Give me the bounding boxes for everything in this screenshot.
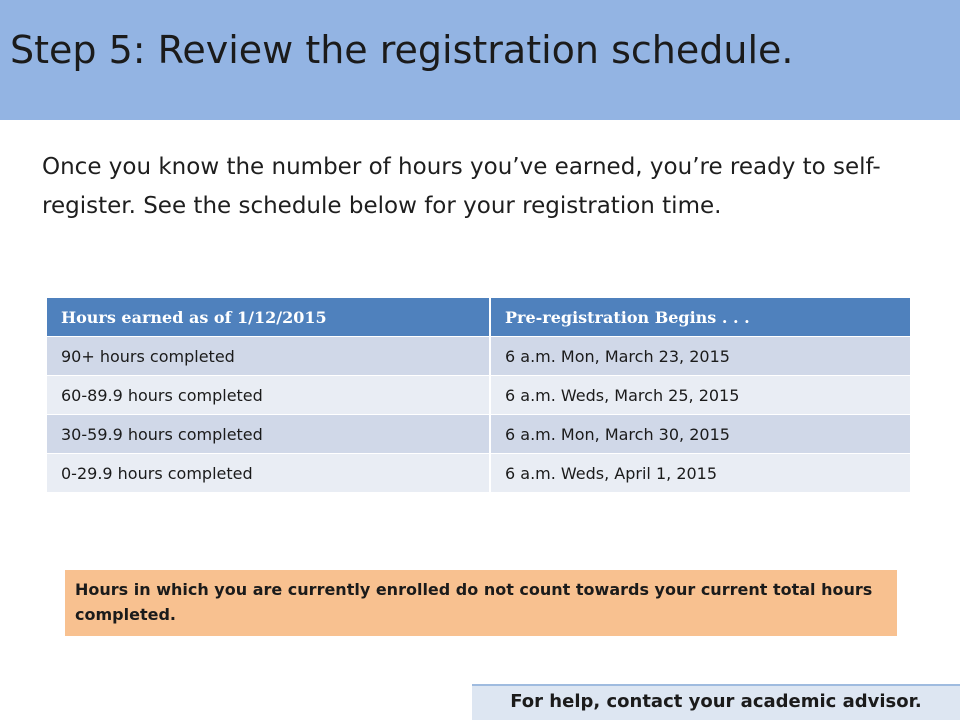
date-cell: 6 a.m. Weds, April 1, 2015 — [490, 454, 911, 493]
table-row — [47, 415, 911, 454]
table-row — [47, 376, 911, 415]
table-row — [47, 454, 911, 493]
registration-schedule-table — [47, 298, 912, 492]
page-title: Step 5: Review the registration schedule. — [10, 28, 794, 72]
table-row — [47, 337, 911, 376]
date-cell: 6 a.m. Weds, March 25, 2015 — [490, 376, 911, 415]
header-pre-registration: Pre-registration Begins . . . — [490, 298, 911, 337]
hours-cell: 30-59.9 hours completed — [47, 415, 490, 454]
date-cell: 6 a.m. Mon, March 30, 2015 — [490, 415, 911, 454]
help-footer: For help, contact your academic advisor. — [472, 684, 960, 720]
enrolled-hours-note: Hours in which you are currently enrolled do not count towards your current total hours completed. — [65, 570, 897, 636]
date-cell: 6 a.m. Mon, March 23, 2015 — [490, 337, 911, 376]
hours-cell: 90+ hours completed — [47, 337, 490, 376]
header-hours-earned: Hours earned as of 1/12/2015 — [47, 298, 490, 337]
table-header-row — [47, 298, 911, 337]
title-bar — [0, 0, 960, 120]
hours-cell: 60-89.9 hours completed — [47, 376, 490, 415]
hours-cell: 0-29.9 hours completed — [47, 454, 490, 493]
intro-text: Once you know the number of hours you’ve earned, you’re ready to self-register. See the schedule below for your registration time. — [42, 154, 881, 219]
